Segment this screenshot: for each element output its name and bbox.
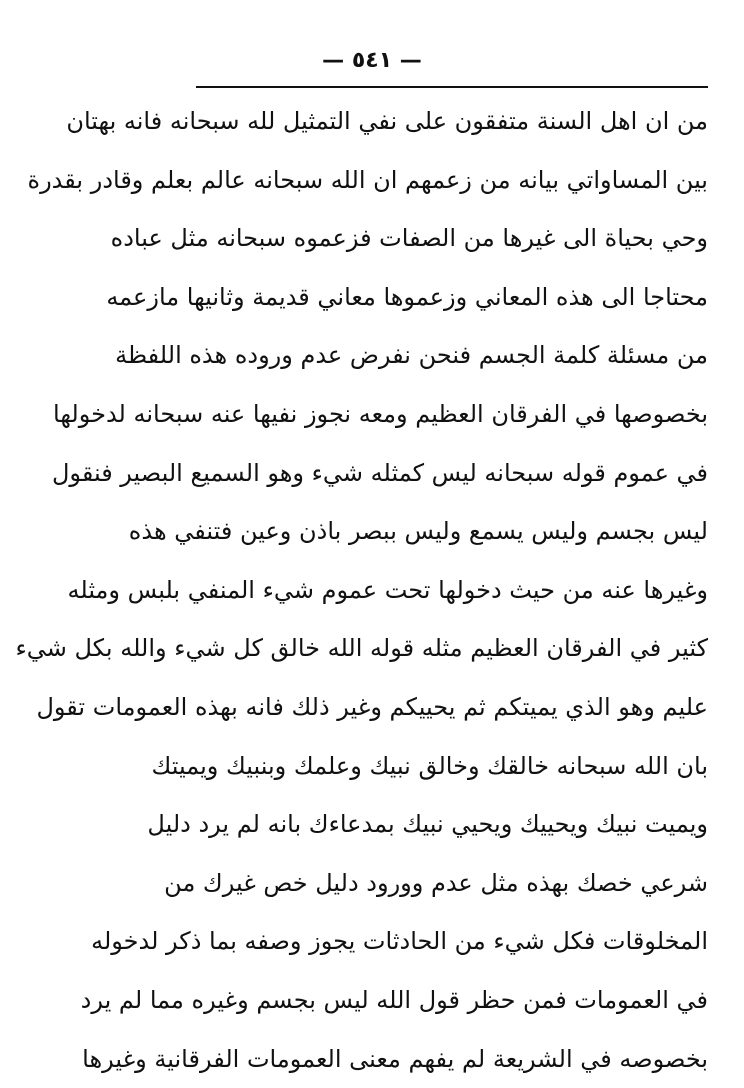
text-line: ويميت نبيك ويحييك ويحيي نبيك بمدعاءك بانه لم يرد دليل bbox=[186, 795, 708, 854]
body-text bbox=[186, 92, 708, 1088]
text-line: من مسئلة كلمة الجسم فنحن نفرض عدم وروده هذه اللفظة bbox=[186, 326, 708, 385]
text-line: المخلوقات فكل شيء من الحادثات يجوز وصفه بما ذكر لدخوله bbox=[186, 912, 708, 971]
text-line: بين المساواتي بيانه من زعمهم ان الله سبحانه عالم بعلم وقادر بقدرة bbox=[186, 151, 708, 210]
header-rule bbox=[196, 86, 708, 88]
text-line: وحي بحياة الى غيرها من الصفات فزعموه سبحانه مثل عباده bbox=[186, 209, 708, 268]
text-line: بخصوصه في الشريعة لم يفهم معنى العمومات الفرقانية وغيرها bbox=[186, 1030, 708, 1088]
page-header bbox=[0, 40, 744, 80]
page-number: — ٥٤١ — bbox=[322, 48, 422, 73]
text-line: وغيرها عنه من حيث دخولها تحت عموم شيء المنفي بلبس ومثله bbox=[186, 561, 708, 620]
text-line: في العمومات فمن حظر قول الله ليس بجسم وغيره مما لم يرد bbox=[186, 971, 708, 1030]
text-line: بخصوصها في الفرقان العظيم ومعه نجوز نفيها عنه سبحانه لدخولها bbox=[186, 385, 708, 444]
text-line: بان الله سبحانه خالقك وخالق نبيك وعلمك وبنبيك ويميتك bbox=[186, 737, 708, 796]
text-line: ليس بجسم وليس يسمع وليس ببصر باذن وعين فتنفي هذه bbox=[186, 502, 708, 561]
text-line: في عموم قوله سبحانه ليس كمثله شيء وهو السميع البصير فنقول bbox=[186, 444, 708, 503]
text-line: من ان اهل السنة متفقون على نفي التمثيل لله سبحانه فانه بهتان bbox=[186, 92, 708, 151]
text-line: عليم وهو الذي يميتكم ثم يحييكم وغير ذلك فانه بهذه العمومات تقول bbox=[186, 678, 708, 737]
text-line: شرعي خصك بهذه مثل عدم وورود دليل خص غيرك من bbox=[186, 854, 708, 913]
text-line: محتاجا الى هذه المعاني وزعموها معاني قديمة وثانيها مازعمه bbox=[186, 268, 708, 327]
text-line: كثير في الفرقان العظيم مثله قوله الله خالق كل شيء والله بكل شيء bbox=[186, 619, 708, 678]
